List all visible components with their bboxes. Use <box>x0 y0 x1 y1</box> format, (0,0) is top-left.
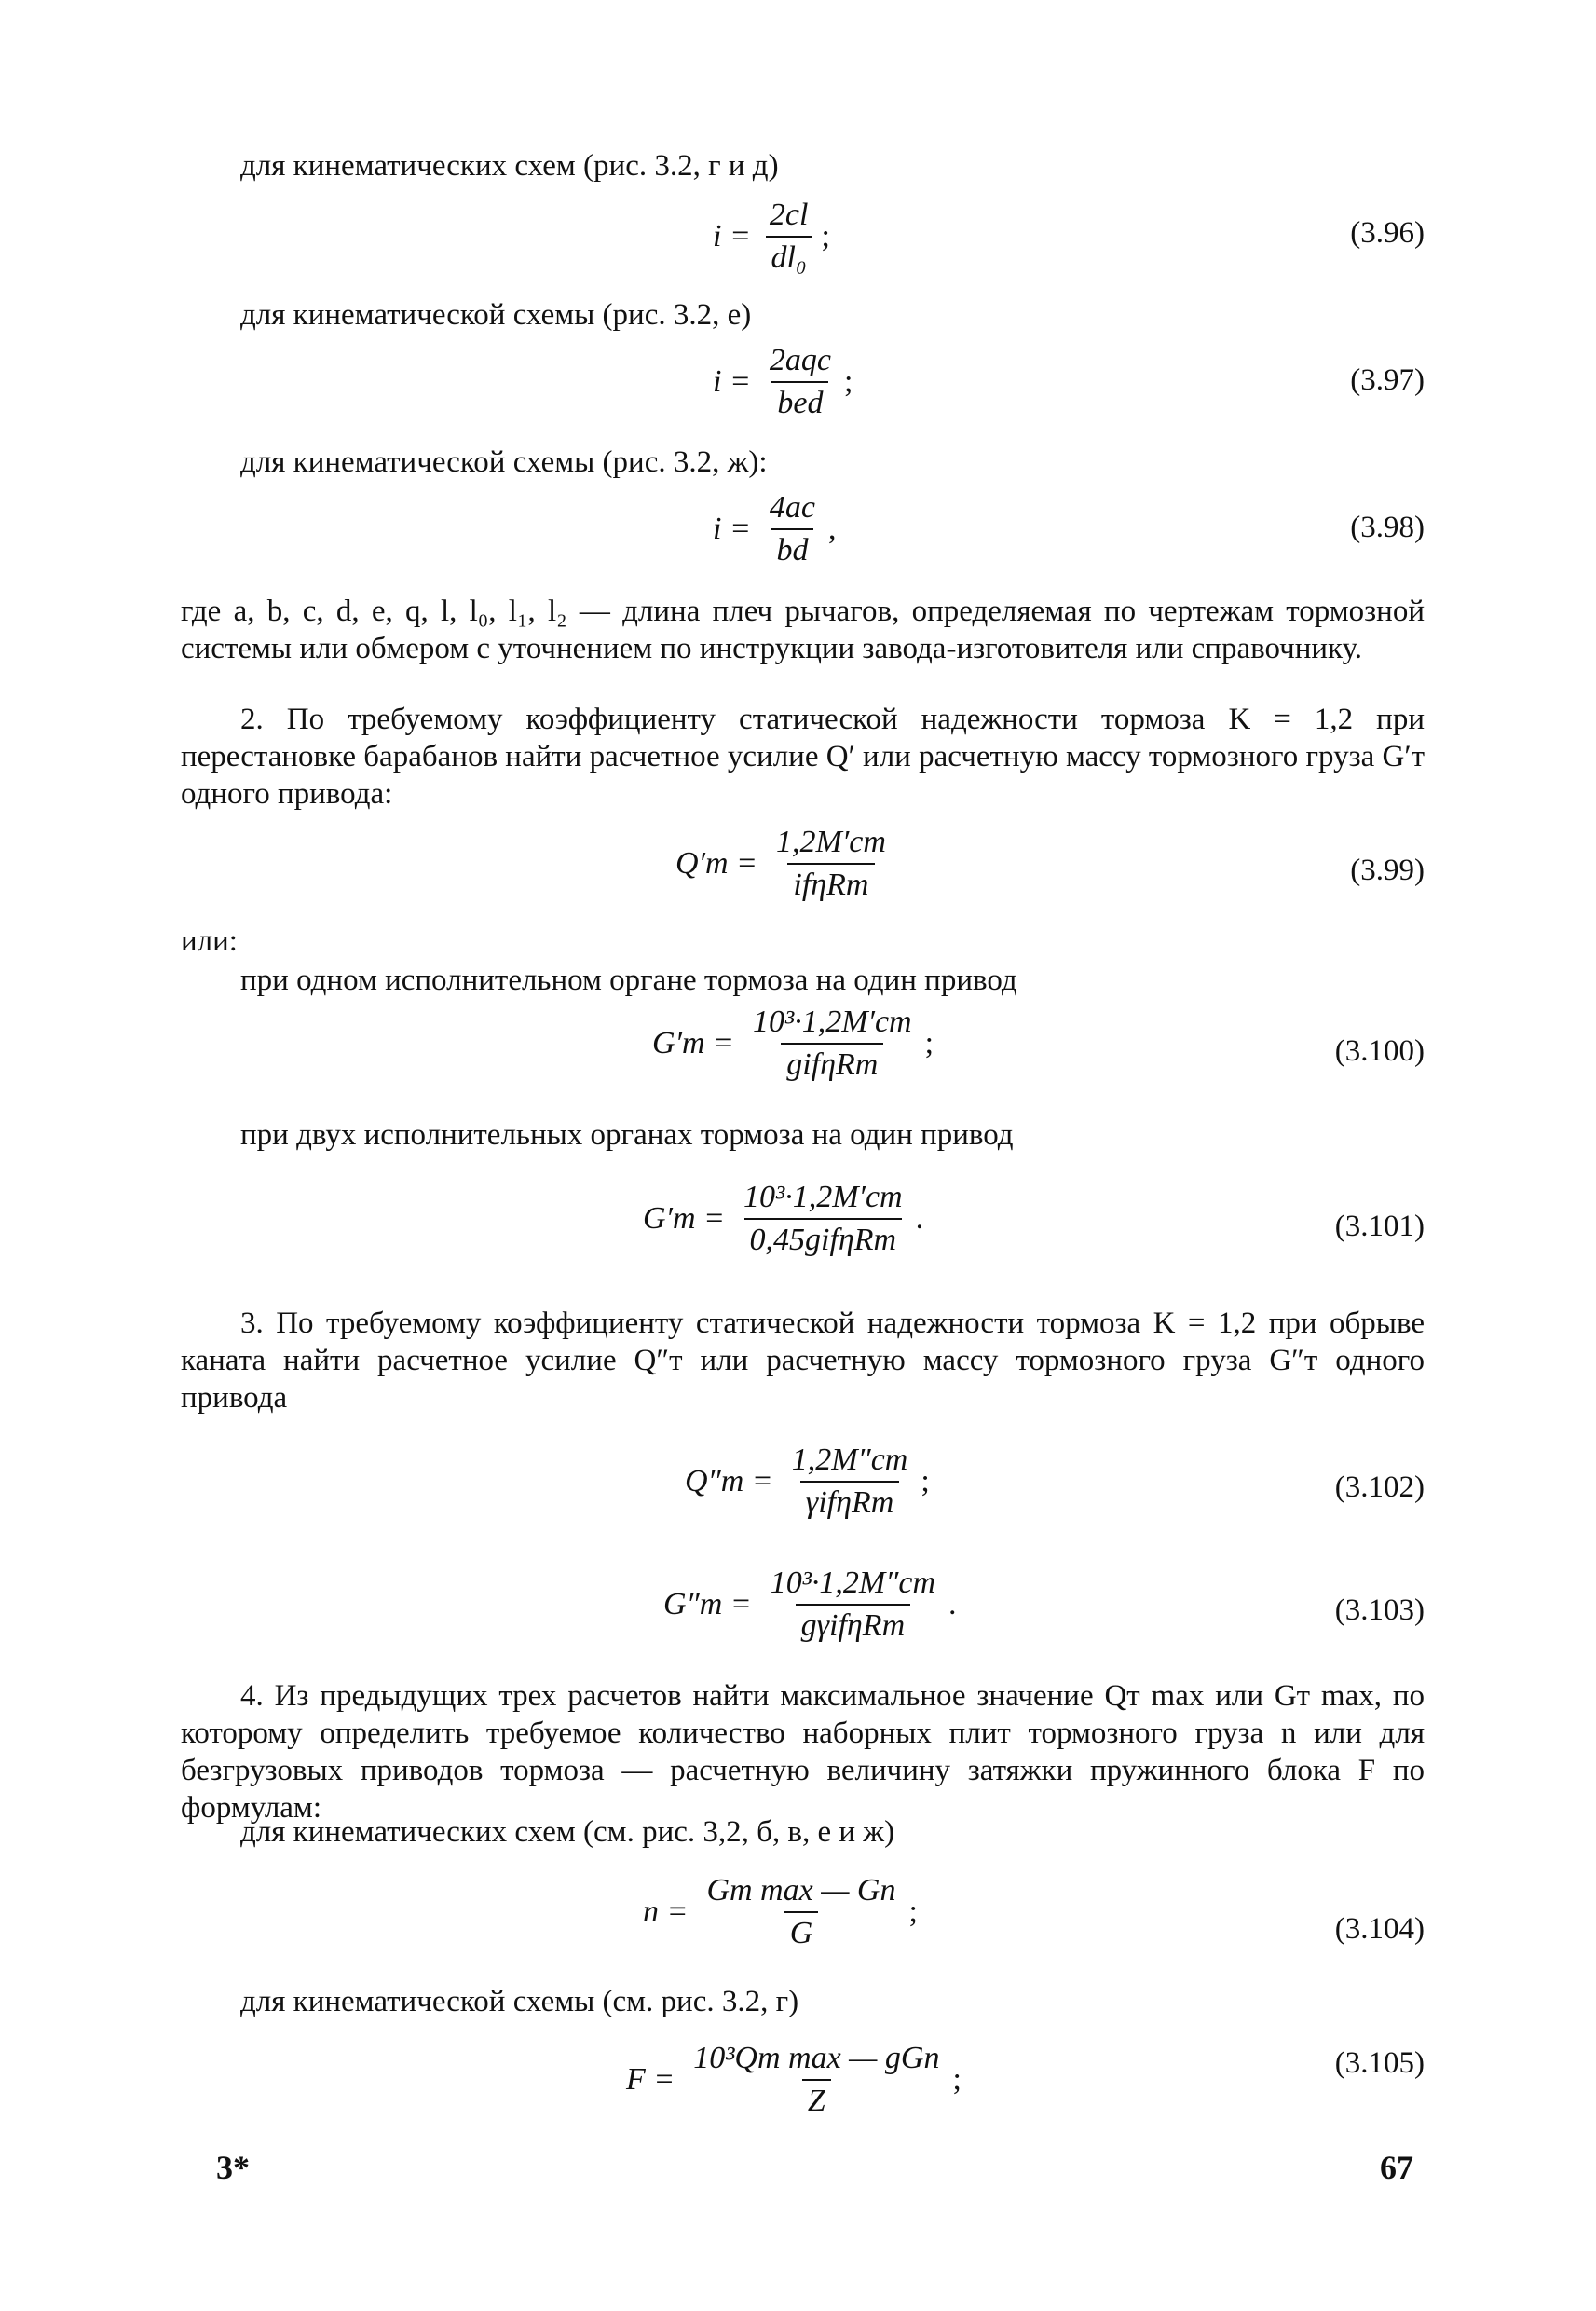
text-line: для кинематических схем (рис. 3.2, г и д) <box>240 149 779 183</box>
fraction <box>738 1180 908 1258</box>
numerator: 10³·1,2M′ст <box>743 1180 903 1214</box>
equation-3-98 <box>713 490 836 568</box>
page-number: 67 <box>1380 2149 1413 2186</box>
paragraph-where: где a, b, c, d, e, q, l, l₀, l₁, l₂ — длина плеч рычагов, определяемая по чертежам тормозной системы или обмером с уточнением по инструкции завода-изготовителя или справочнику. <box>181 595 1425 665</box>
eq-punct: ; <box>843 364 853 399</box>
paragraph-2: 2. По требуемому коэффициенту статической надежности тормоза K = 1,2 при перестановке барабанов найти расчетное усилие Q′ или расчетную массу тормозного груза G′т одного привода: <box>181 703 1425 811</box>
equation-number: (3.105) <box>1334 2046 1425 2080</box>
denominator: bed <box>771 381 828 421</box>
numerator: 1,2M″ст <box>791 1443 908 1477</box>
denominator: bd <box>771 528 813 568</box>
numerator: 2cl <box>769 198 809 232</box>
denominator: Z <box>802 2079 831 2119</box>
denominator: ifηRт <box>787 863 874 903</box>
text-ili: или: <box>181 924 238 958</box>
equation-3-103 <box>663 1566 957 1644</box>
eq-lhs: G′т = <box>643 1201 725 1236</box>
eq-punct: ; <box>821 219 830 253</box>
numerator: 10³·1,2M″ст <box>770 1566 936 1600</box>
equation-number: (3.97) <box>1350 363 1425 397</box>
denominator: 0,45gifηRт <box>744 1218 903 1258</box>
eq-punct: , <box>827 512 837 546</box>
eq-punct: . <box>948 1587 957 1621</box>
equation-number: (3.101) <box>1334 1210 1425 1243</box>
equation-number: (3.102) <box>1334 1470 1425 1504</box>
fraction <box>771 825 892 903</box>
equation-3-96 <box>713 198 830 276</box>
equation-3-105 <box>626 2041 962 2119</box>
text-line: при одном исполнительном органе тормоза на один привод <box>240 964 1017 997</box>
equation-3-99 <box>675 825 899 903</box>
fraction <box>765 1566 941 1644</box>
fraction <box>747 1005 918 1083</box>
text-line: для кинематической схемы (рис. 3.2, е) <box>240 298 752 332</box>
fraction <box>786 1443 914 1521</box>
equation-number: (3.99) <box>1350 854 1425 887</box>
fraction <box>764 343 837 421</box>
fraction <box>764 198 814 276</box>
eq-lhs: i = <box>713 219 751 253</box>
text-line: при двух исполнительных органах тормоза на один привод <box>240 1118 1014 1152</box>
denominator: G <box>784 1911 819 1951</box>
denominator: dl₀ <box>766 236 812 276</box>
eq-lhs: F = <box>626 2062 675 2097</box>
numerator: 2aqc <box>769 343 831 377</box>
eq-punct: ; <box>952 2062 962 2097</box>
text-line: для кинематической схемы (рис. 3.2, ж): <box>240 445 768 479</box>
fraction <box>688 2041 945 2119</box>
numerator: 10³·1,2M′ст <box>753 1005 912 1039</box>
eq-punct: ; <box>924 1026 934 1060</box>
equation-number: (3.100) <box>1334 1034 1425 1068</box>
eq-punct: ; <box>921 1464 930 1498</box>
numerator: 1,2M′ст <box>776 825 886 859</box>
eq-lhs: G″т = <box>663 1587 752 1621</box>
equation-3-100 <box>652 1005 934 1083</box>
numerator: 10³Qт max — gGп <box>693 2041 940 2075</box>
paragraph-4: 4. Из предыдущих трех расчетов найти максимальное значение Qт max или Gт max, по которому определить требуемое количество наборных плит тормозного груза n или для безгрузовых приводов тормоза — расчетную величину затяжки пружинного блока F по формулам: <box>181 1679 1425 1825</box>
eq-lhs: Q″т = <box>685 1464 773 1498</box>
fraction <box>701 1873 901 1951</box>
equation-3-104 <box>643 1873 918 1951</box>
equation-3-102 <box>685 1443 930 1521</box>
paragraph-3: 3. По требуемому коэффициенту статической надежности тормоза K = 1,2 при обрыве каната найти расчетное усилие Q″т или расчетную массу тормозного груза G″т одного привода <box>181 1306 1425 1415</box>
fraction <box>764 490 821 568</box>
denominator: gifηRт <box>781 1043 883 1083</box>
eq-punct: ; <box>908 1894 918 1929</box>
denominator: γifηRт <box>800 1481 899 1521</box>
equation-3-97 <box>713 343 853 421</box>
eq-lhs: Q′т = <box>675 846 757 881</box>
denominator: gγifηRт <box>796 1604 910 1644</box>
equation-3-101 <box>643 1180 923 1258</box>
eq-lhs: i = <box>713 512 751 546</box>
eq-lhs: G′т = <box>652 1026 734 1060</box>
numerator: Gт max — Gп <box>706 1873 896 1908</box>
numerator: 4ac <box>769 490 815 525</box>
text-line: для кинематических схем (см. рис. 3,2, б, в, е и ж) <box>240 1815 895 1849</box>
equation-number: (3.104) <box>1334 1912 1425 1946</box>
signature-mark: 3* <box>216 2149 250 2186</box>
eq-punct: . <box>915 1201 924 1236</box>
text-line: для кинематической схемы (см. рис. 3.2, г) <box>240 1985 799 2018</box>
equation-number: (3.98) <box>1350 511 1425 544</box>
eq-lhs: n = <box>643 1894 689 1929</box>
eq-lhs: i = <box>713 364 751 399</box>
equation-number: (3.103) <box>1334 1593 1425 1627</box>
equation-number: (3.96) <box>1350 216 1425 250</box>
